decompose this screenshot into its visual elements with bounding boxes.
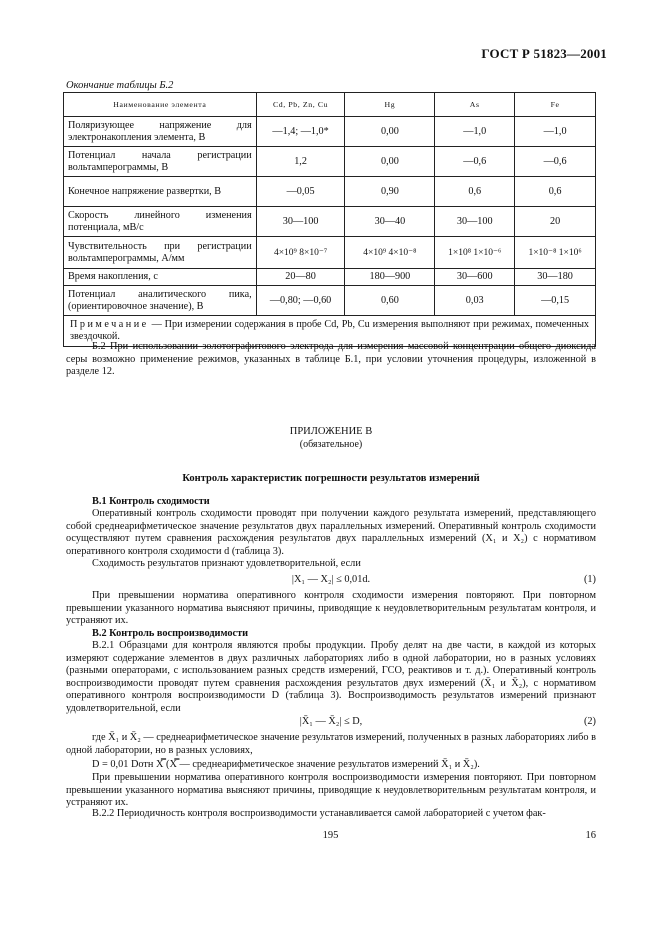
- cell-hg: 4×10⁹ 4×10⁻⁸: [345, 237, 435, 269]
- cell-hg: 30—40: [345, 207, 435, 237]
- cell-as: 30—600: [435, 269, 515, 286]
- section-b1-p3: При превышении норматива оперативного контроля сходимости измерения повторяют. При повторном превышении указанного норматива выясняют причины, приводящие к неудовлетворительным результатам контроля, и устраняют их.: [66, 590, 596, 627]
- table-header-row: [64, 93, 596, 117]
- cell-as: 1×10⁸ 1×10⁻⁶: [435, 237, 515, 269]
- cell-fe: —0,6: [515, 147, 596, 177]
- cell-as: 30—100: [435, 207, 515, 237]
- cell-cd: 4×10⁹ 8×10⁻⁷: [256, 237, 345, 269]
- row-name: Чувствительность при регистрации вольтамперограммы, А/мм: [64, 237, 257, 269]
- column-header: As: [435, 93, 515, 117]
- section-b2-p1: В.2.1 Образцами для контроля являются пробы продукции. Пробу делят на две части, в каждой из которых измеряют содержание элементов в двух различных лабораториях либо в одной лаборатории, но в разных условиях (разными операторами, с использованием разных средств измерений, ГСО, реактивов и т. д.). Оперативный контроль воспроизводимости проводят путем сравнения расхождения результатов двух измерений (X̄₁ и X̄₂), с нормативом оперативного контроля воспроизводимости D (таблица 3). Воспроизводимость результатов измерений признают удовлетворительной, если: [66, 640, 596, 714]
- equation-2-number: (2): [583, 716, 596, 727]
- column-header: Hg: [345, 93, 435, 117]
- row-name: Скорость линейного изменения потенциала, мВ/с: [64, 207, 257, 237]
- appendix-title: ПРИЛОЖЕНИЕ В: [289, 426, 373, 437]
- equation-1-number: (1): [583, 574, 596, 585]
- cell-cd: 30—100: [256, 207, 345, 237]
- cell-as: 0,03: [435, 286, 515, 316]
- page-number-center: 195: [322, 830, 339, 841]
- cell-fe: 1×10⁻⁸ 1×10⁶: [515, 237, 596, 269]
- cell-cd: 1,2: [256, 147, 345, 177]
- table-row: [64, 207, 596, 237]
- row-name: Конечное напряжение развертки, В: [64, 177, 257, 207]
- parameters-table: [63, 92, 596, 347]
- section-b2-heading: В.2 Контроль воспроизводимости: [92, 628, 249, 639]
- row-name: Поляризующее напряжение для электронакопления элемента, В: [64, 117, 257, 147]
- equation-2: [66, 716, 596, 730]
- section-b1-p1: Оперативный контроль сходимости проводят при получении каждого результата измерений, представляющего собой среднеарифметическое значение результатов двух параллельных измерений. Оперативный контроль сходимости осуществляют путем сравнения расхождения результатов двух параллельных измерений (X₁ и X₂) с нормативом оперативного контроля сходимости d (таблица 3).: [66, 508, 596, 557]
- section-b1-heading: В.1 Контроль сходимости: [92, 496, 210, 507]
- cell-fe: 0,6: [515, 177, 596, 207]
- cell-cd: —1,4; —1,0*: [256, 117, 345, 147]
- cell-as: —1,0: [435, 117, 515, 147]
- equation-1: [66, 574, 596, 588]
- cell-hg: 0,00: [345, 147, 435, 177]
- section-b2-dline: D = 0,01 Dотн X̿ (X̿ — среднеарифметическое значение результатов измерений X̄₁ и X̄₂).: [92, 759, 480, 770]
- cell-fe: 30—180: [515, 269, 596, 286]
- note-text: — При измерении содержания в пробе Cd, Pb, Cu измерения выполняют при режимах, помеченных звездочкой.: [70, 319, 590, 342]
- cell-fe: 20: [515, 207, 596, 237]
- section-b2-p3: В.2.2 Периодичность контроля воспроизводимости устанавливается самой лабораторией с учетом фак-: [92, 808, 546, 819]
- note-label: Примечание: [70, 319, 149, 330]
- cell-hg: 180—900: [345, 269, 435, 286]
- table-row: [64, 286, 596, 316]
- document-code: ГОСТ Р 51823—2001: [481, 46, 607, 61]
- section-b2-where: где X̄₁ и X̄₂ — среднеарифметическое значение результатов измерений, полученных в разных лабораториях либо в одной лаборатории, но в разных условиях,: [66, 732, 596, 756]
- table-row: [64, 269, 596, 286]
- cell-fe: —1,0: [515, 117, 596, 147]
- table-row: [64, 237, 596, 269]
- table-row: [64, 117, 596, 147]
- cell-hg: 0,60: [345, 286, 435, 316]
- cell-cd: —0,05: [256, 177, 345, 207]
- cell-cd: 20—80: [256, 269, 345, 286]
- section-b1-p2: Сходимость результатов признают удовлетворительной, если: [92, 558, 361, 569]
- page-number-right: 16: [585, 830, 596, 841]
- appendix-subtitle: (обязательное): [299, 439, 363, 450]
- table-row: [64, 177, 596, 207]
- row-name: Время накопления, с: [64, 269, 257, 286]
- paragraph-b2: Б.2 При использовании золотографитового электрода для измерения массовой концентрации общего диоксида серы возможно применение режимов, указанных в таблице Б.1, при условии уточнения процедуры, изложенной в разделе 12.: [66, 341, 596, 378]
- cell-as: —0,6: [435, 147, 515, 177]
- appendix-heading: Контроль характеристик погрешности результатов измерений: [182, 473, 480, 484]
- column-header: Наименование элемента: [64, 93, 257, 117]
- cell-cd: —0,80; —0,60: [256, 286, 345, 316]
- column-header: Fe: [515, 93, 596, 117]
- cell-hg: 0,00: [345, 117, 435, 147]
- table-caption: Окончание таблицы Б.2: [66, 80, 174, 91]
- equation-1-formula: |X₁ — X₂| ≤ 0,01d.: [291, 574, 371, 585]
- column-header: Cd, Pb, Zn, Cu: [256, 93, 345, 117]
- equation-2-formula: |X̄₁ — X̄₂| ≤ D,: [299, 716, 363, 727]
- table-row: [64, 147, 596, 177]
- row-name: Потенциал начала регистрации вольтамперограммы, В: [64, 147, 257, 177]
- section-b2-p2: При превышении норматива оперативного контроля воспроизводимости измерения повторяют. При повторном превышении указанного норматива выясняют причины, приводящие к неудовлетворительным результатам контроля, и устраняют их.: [66, 772, 596, 809]
- cell-as: 0,6: [435, 177, 515, 207]
- cell-fe: —0,15: [515, 286, 596, 316]
- row-name: Потенциал аналитического пика, (ориентировочное значение), В: [64, 286, 257, 316]
- cell-hg: 0,90: [345, 177, 435, 207]
